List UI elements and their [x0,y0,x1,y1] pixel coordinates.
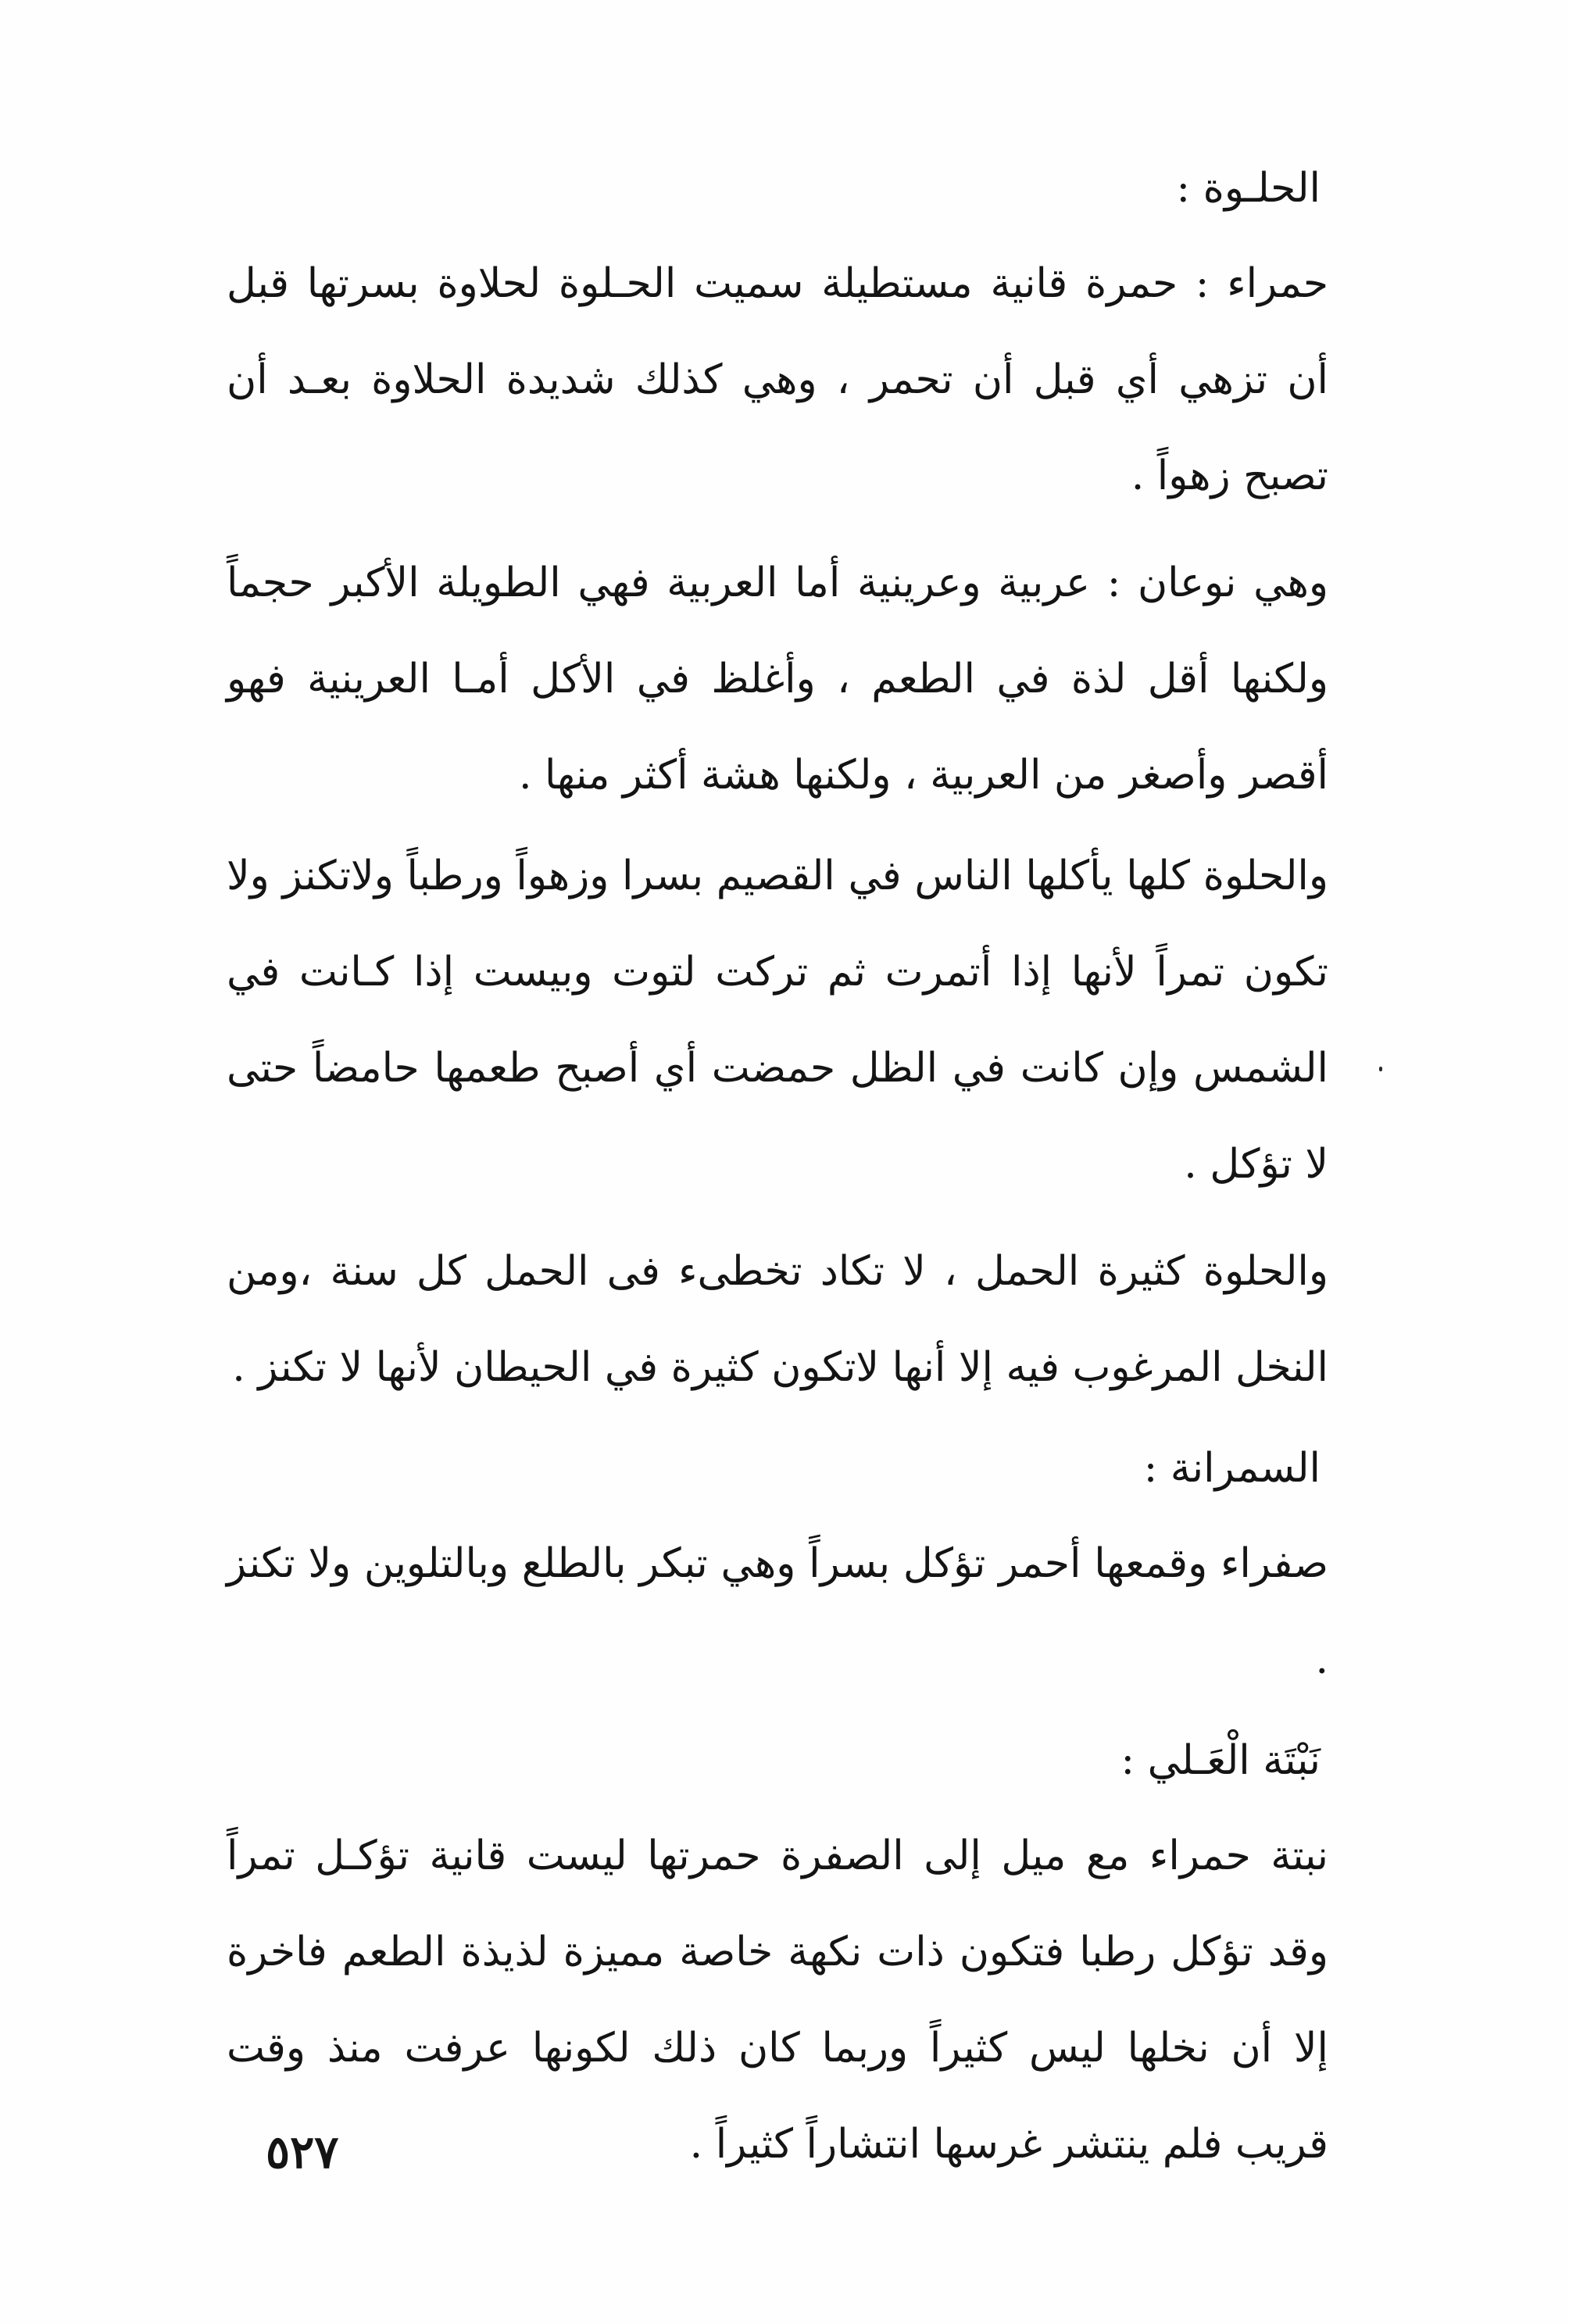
section-heading-nabtat-ali: نَبْتَة الْعَـلي : [1120,1737,1321,1784]
section-heading-samrana: السمرانة : [1143,1445,1321,1492]
scan-speck [1379,1067,1382,1071]
page-body [227,141,1328,2193]
paragraph-helwa-yield: والحلوة كثيرة الحمل ، لا تكاد تخطىء فى الحمل كل سنة ،ومن النخل المرغوب فيه إلا أنها لاتكون كثيرة في الحيطان لأنها لا تكنز . [227,1248,1328,1391]
paragraph-helwa-description: حمراء : حمرة قانية مستطيلة سميت الحـلوة لحلاوة بسرتها قبل أن تزهي أي قبل أن تحمر ، وهي كذلك شديدة الحلاوة بعـد أن تصبح زهواً . [227,260,1328,499]
paragraph-samrana-description: صفراء وقمعها أحمر تؤكل بسراً وهي تبكر بالطلع وبالتلوين ولا تكنز . [227,1540,1328,1683]
paragraph-nabtat-ali-description: نبتة حمراء مع ميل إلى الصفرة حمرتها ليست قانية تؤكـل تمراً وقد تؤكل رطبا فتكون ذات نكهة خاصة مميزة لذيذة الطعم فاخرة إلا أن نخلها ليس كثيراً وربما كان ذلك لكونها عرفت منذ وقت قريب فلم ينتشر غرسها انتشاراً كثيراً . [227,1832,1329,2168]
section-heading-helwa: الحلـوة : [1176,165,1321,212]
page-number: ٥٢٧ [266,2126,339,2179]
paragraph-helwa-types: وهي نوعان : عربية وعرينية أما العربية فهي الطويلة الأكبر حجماً ولكنها أقل لذة في الطعم ، وأغلظ في الأكل أمـا العرينية فهو أقصر وأصغر من العربية ، ولكنها هشة أكثر منها . [227,560,1328,799]
paragraph-helwa-eating: والحلوة كلها يأكلها الناس في القصيم بسرا وزهواً ورطباً ولاتكنز ولا تكون تمراً لأنها إذا أتمرت ثم تركت لتوت وبيست إذا كـانت في الشمس وإن كانت في الظل حمضت أي أصبح طعمها حامضاً حتى لا تؤكل . [227,853,1328,1188]
